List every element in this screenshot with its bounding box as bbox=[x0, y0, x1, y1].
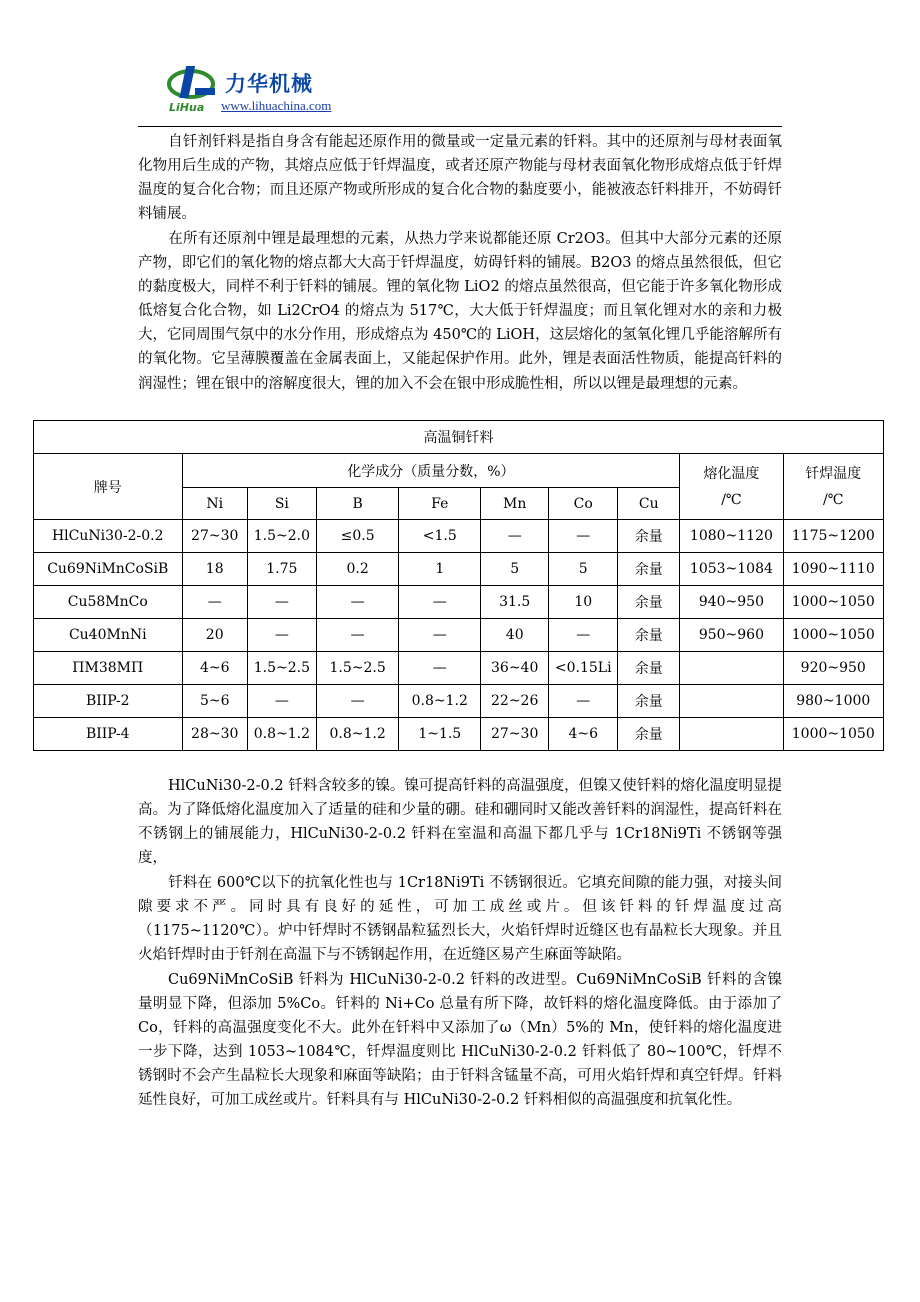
table-cell: — bbox=[481, 520, 549, 553]
table-cell: 0.2 bbox=[316, 553, 399, 586]
table-row bbox=[34, 685, 884, 718]
header-composition: 化学成分（质量分数，%） bbox=[182, 454, 680, 488]
table-cell: 1.5~2.0 bbox=[247, 520, 316, 553]
grade-cell: ΠM38MΠ bbox=[34, 652, 183, 685]
table-cell: 1.5~2.5 bbox=[247, 652, 316, 685]
table-cell: 0.8~1.2 bbox=[316, 718, 399, 751]
table-title: 高温铜钎料 bbox=[34, 421, 884, 454]
table-cell: 余量 bbox=[618, 718, 680, 751]
table-cell: — bbox=[247, 619, 316, 652]
grade-cell: Cu58MnCo bbox=[34, 586, 183, 619]
table-cell: 4~6 bbox=[182, 652, 247, 685]
brazing-alloy-table bbox=[33, 420, 884, 751]
table-cell: 0.8~1.2 bbox=[247, 718, 316, 751]
table-cell: 5~6 bbox=[182, 685, 247, 718]
header-divider bbox=[138, 126, 782, 127]
table-row bbox=[34, 553, 884, 586]
table-body bbox=[34, 520, 884, 751]
table-cell: 40 bbox=[481, 619, 549, 652]
website-link[interactable]: www.lihuachina.com bbox=[221, 98, 332, 113]
logo-wordmark: LiHua bbox=[169, 101, 205, 114]
table-cell: 5 bbox=[549, 553, 618, 586]
table-cell: 5 bbox=[481, 553, 549, 586]
element-header: Cu bbox=[618, 488, 680, 520]
table-cell: 28~30 bbox=[182, 718, 247, 751]
table-cell: 1175~1200 bbox=[783, 520, 884, 553]
table-cell: 0.8~1.2 bbox=[399, 685, 481, 718]
table-cell: 4~6 bbox=[549, 718, 618, 751]
table-cell: 1 bbox=[399, 553, 481, 586]
table-cell: 1090~1110 bbox=[783, 553, 884, 586]
paragraph-intro: 自钎剂钎料是指自身含有能起还原作用的微量或一定量元素的钎料。其中的还原剂与母材表面氧化物用后生成的产物，其熔点应低于钎焊温度，或者还原产物能与母材表面氧化物形成熔点低于钎焊温度的复合化合物；而且还原产物或所形成的复合化合物的黏度要小，能被液态钎料排开，不妨碍钎料铺展。 bbox=[138, 134, 782, 223]
table-cell: 950~960 bbox=[680, 619, 783, 652]
header-grade: 牌号 bbox=[34, 454, 183, 520]
paragraph-hlcuni: HlCuNi30-2-0.2 钎料含较多的镍。镍可提高钎料的高温强度，但镍又使钎料的熔化温度明显提高。为了降低熔化温度加入了适量的硅和少量的硼。硅和硼同时又能改善钎料的润湿性，提高钎料在不锈钢上的铺展能力，HlCuNi30-2-0.2 钎料在室温和高温下都几乎与 1Cr18Ni9Ti 不锈钢等强度， bbox=[138, 778, 782, 867]
grade-cell: Cu69NiMnCoSiB bbox=[34, 553, 183, 586]
table-cell: 1053~1084 bbox=[680, 553, 783, 586]
table-cell: 余量 bbox=[618, 520, 680, 553]
table-cell: 1~1.5 bbox=[399, 718, 481, 751]
table-cell: — bbox=[316, 619, 399, 652]
grade-cell: Cu40MnNi bbox=[34, 619, 183, 652]
paragraph-oxidation: 钎料在 600℃以下的抗氧化性也与 1Cr18Ni9Ti 不锈钢很近。它填充间隙的能力强，对接头间隙要求不严。同时具有良好的延性，可加工成丝或片。但该钎料的钎焊温度过高（1175~1120℃）。炉中钎焊时不锈钢晶粒猛烈长大，火焰钎焊时近缝区也有晶粒长大现象。并且火焰钎焊时由于钎剂在高温下与不锈钢起作用，在近缝区易产生麻面等缺陷。 bbox=[138, 875, 782, 964]
table-cell bbox=[680, 718, 783, 751]
table-cell: 36~40 bbox=[481, 652, 549, 685]
table-cell: — bbox=[316, 685, 399, 718]
table-cell: 余量 bbox=[618, 685, 680, 718]
brand-name: 力华机械 bbox=[225, 72, 313, 96]
table-cell: 31.5 bbox=[481, 586, 549, 619]
table-cell: 10 bbox=[549, 586, 618, 619]
paragraph-cu69: Cu69NiMnCoSiB 钎料为 HlCuNi30-2-0.2 钎料的改进型。Cu69NiMnCoSiB 钎料的含镍量明显下降，但添加 5%Co。钎料的 Ni+Co 总量有所下降，故钎料的熔化温度降低。由于添加了 Co，钎料的高温强度变化不大。此外在钎料中又添加了ω（Mn）5%的 Mn，使钎料的熔化温度进一步下降，达到 1053~1084℃，钎焊温度则比 HlCuNi30-2-0.2 钎料低了 80~100℃，钎焊不锈钢时不会产生晶粒长大现象和麻面等缺陷；由于钎料含锰量不高，可用火焰钎焊和真空钎焊。钎料延性良好，可加工成丝或片。钎料具有与 HlCuNi30-2-0.2 钎料相似的高温强度和抗氧化性。 bbox=[138, 972, 782, 1109]
table-cell: — bbox=[399, 619, 481, 652]
page-header bbox=[165, 62, 385, 122]
paragraph-lithium: 在所有还原剂中锂是最理想的元素，从热力学来说都能还原 Cr2O3。但其中大部分元素的还原产物，即它们的氧化物的熔点都大大高于钎焊温度，妨碍钎料的铺展。B2O3 的熔点虽然很低，但它的黏度极大，同样不利于钎料的铺展。锂的氧化物 LiO2 的熔点虽然很高，但它能于许多氧化物形成低熔复合化合物，如 Li2CrO4 的熔点为 517℃，大大低于钎焊温度；而且氧化锂对水的亲和力极大，它同周围气氛中的水分作用，形成熔点为 450℃的 LiOH，这层熔化的氢氧化锂几乎能溶解所有的氧化物。它呈薄膜覆盖在金属表面上，又能起保护作用。此外，锂是表面活性物质，能提高钎料的润湿性；锂在银中的溶解度很大，锂的加入不会在银中形成脆性相，所以以锂是最理想的元素。 bbox=[138, 231, 782, 392]
table-cell: — bbox=[549, 685, 618, 718]
table-cell: <0.15Li bbox=[549, 652, 618, 685]
grade-cell: BIIP-4 bbox=[34, 718, 183, 751]
table-cell: 20 bbox=[182, 619, 247, 652]
element-header: Si bbox=[247, 488, 316, 520]
element-header: Mn bbox=[481, 488, 549, 520]
table-cell: — bbox=[399, 586, 481, 619]
table-cell: 940~950 bbox=[680, 586, 783, 619]
table-cell: — bbox=[182, 586, 247, 619]
element-header: Ni bbox=[182, 488, 247, 520]
table-cell bbox=[680, 652, 783, 685]
grade-cell: HlCuNi30-2-0.2 bbox=[34, 520, 183, 553]
table-cell: — bbox=[549, 520, 618, 553]
table-row bbox=[34, 520, 884, 553]
table-row bbox=[34, 586, 884, 619]
table-cell: 1000~1050 bbox=[783, 619, 884, 652]
grade-cell: BIIP-2 bbox=[34, 685, 183, 718]
table-cell: ≤0.5 bbox=[316, 520, 399, 553]
table-cell: 27~30 bbox=[481, 718, 549, 751]
table-row bbox=[34, 619, 884, 652]
table-cell: 980~1000 bbox=[783, 685, 884, 718]
table-cell: — bbox=[399, 652, 481, 685]
table-cell: 1000~1050 bbox=[783, 718, 884, 751]
table-cell: — bbox=[247, 586, 316, 619]
element-header: Co bbox=[549, 488, 618, 520]
table-cell: — bbox=[549, 619, 618, 652]
table-cell bbox=[680, 685, 783, 718]
table-cell: 920~950 bbox=[783, 652, 884, 685]
header-melting-temp: 熔化温度 /℃ bbox=[680, 454, 783, 520]
table-cell: — bbox=[247, 685, 316, 718]
table-row bbox=[34, 718, 884, 751]
table-cell: 1.5~2.5 bbox=[316, 652, 399, 685]
table-cell: — bbox=[316, 586, 399, 619]
lihua-logo bbox=[165, 62, 225, 114]
table-cell: 22~26 bbox=[481, 685, 549, 718]
table-cell: 余量 bbox=[618, 553, 680, 586]
header-brazing-temp: 钎焊温度 /℃ bbox=[783, 454, 884, 520]
table-cell: 1000~1050 bbox=[783, 586, 884, 619]
table-cell: 1.75 bbox=[247, 553, 316, 586]
table-cell: 18 bbox=[182, 553, 247, 586]
table-row bbox=[34, 652, 884, 685]
table-cell: 27~30 bbox=[182, 520, 247, 553]
element-header: B bbox=[316, 488, 399, 520]
table-cell: <1.5 bbox=[399, 520, 481, 553]
table-cell: 1080~1120 bbox=[680, 520, 783, 553]
table-cell: 余量 bbox=[618, 652, 680, 685]
table-cell: 余量 bbox=[618, 586, 680, 619]
table-cell: 余量 bbox=[618, 619, 680, 652]
element-header: Fe bbox=[399, 488, 481, 520]
